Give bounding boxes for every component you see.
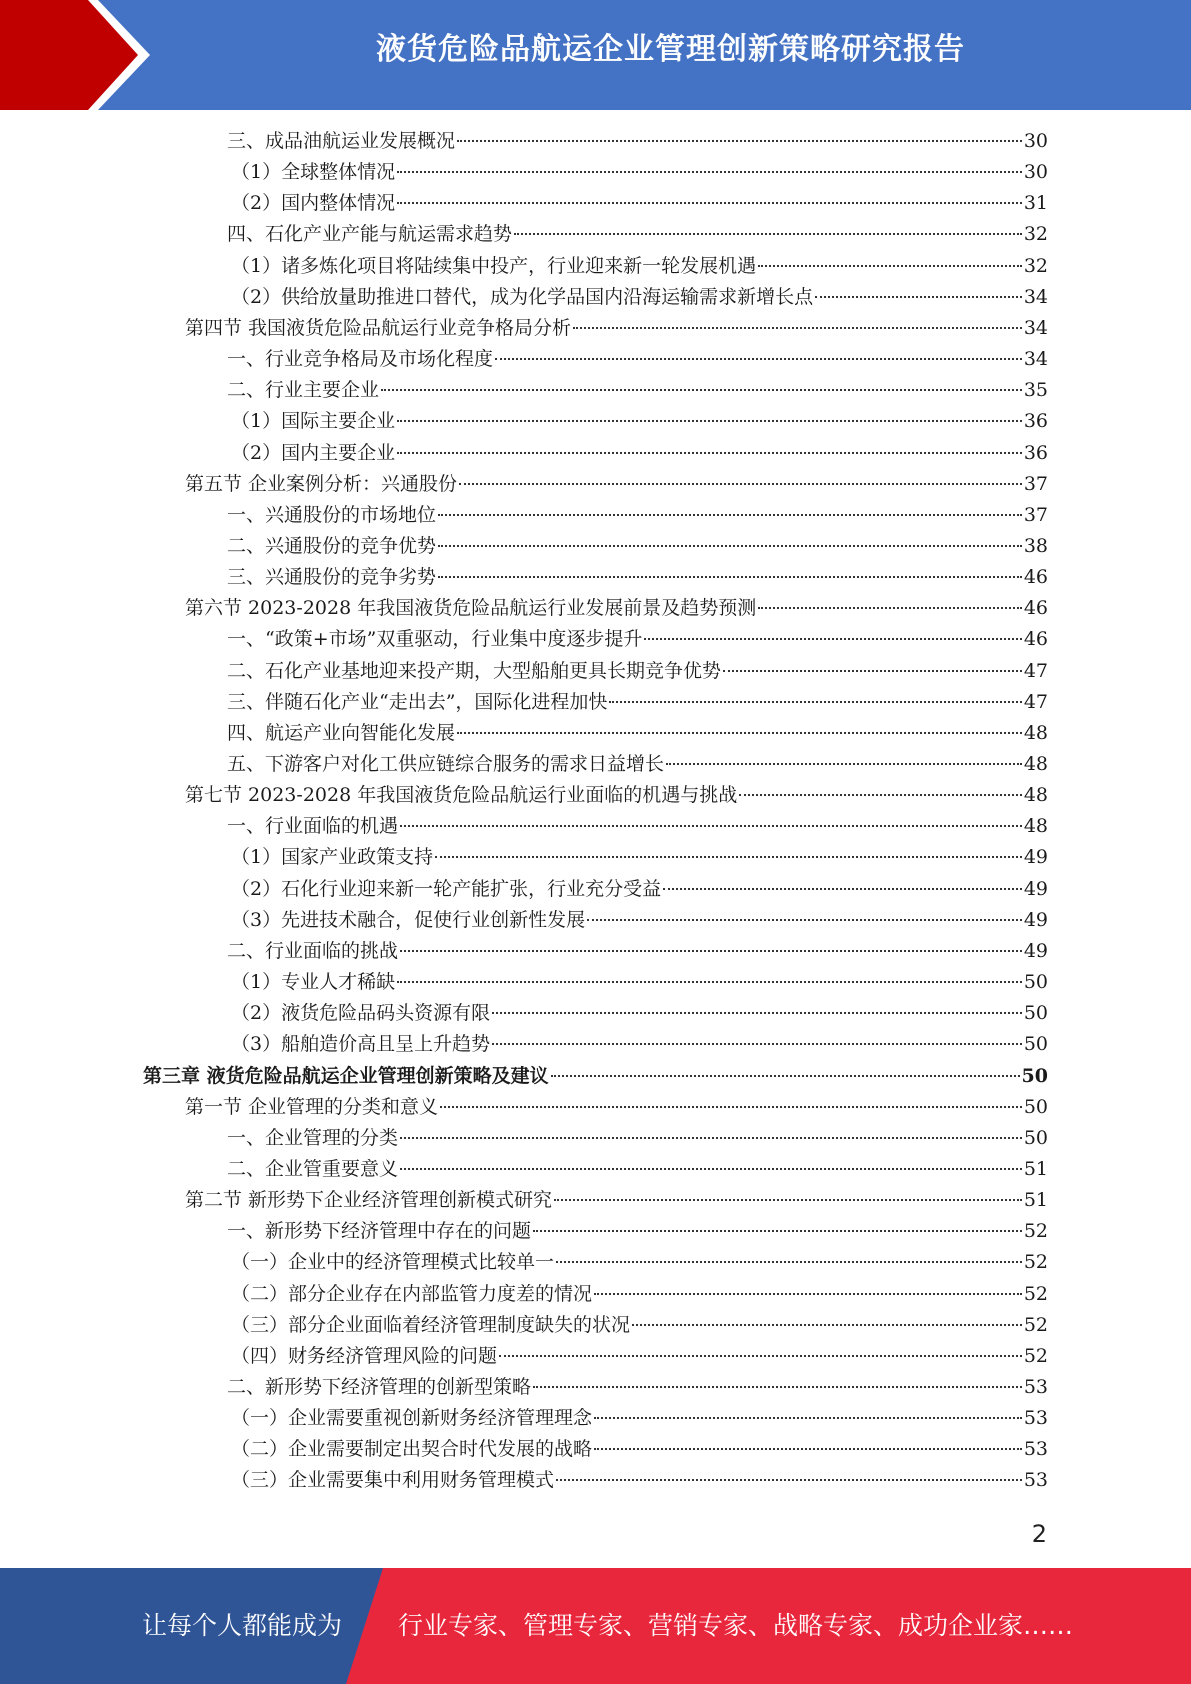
toc-entry-title: （二）企业需要制定出契合时代发展的战略 bbox=[231, 1438, 593, 1461]
toc-entry-title: （一）企业中的经济管理模式比较单一 bbox=[231, 1251, 555, 1274]
toc-dot-leader bbox=[400, 825, 1022, 827]
toc-entry-title: 四、石化产业产能与航运需求趋势 bbox=[227, 223, 513, 246]
toc-entry-page: 31 bbox=[1023, 192, 1048, 215]
toc-entry-page: 53 bbox=[1023, 1376, 1048, 1398]
toc-entry[interactable] bbox=[231, 874, 1048, 905]
toc-entry-title: （3）先进技术融合，促使行业创新性发展 bbox=[231, 908, 586, 931]
toc-dot-leader bbox=[556, 1261, 1022, 1263]
toc-dot-leader bbox=[440, 1106, 1022, 1108]
toc-entry[interactable] bbox=[231, 998, 1048, 1029]
toc-entry-title: （一）企业需要重视创新财务经济管理理念 bbox=[231, 1407, 593, 1430]
toc-entry[interactable] bbox=[143, 1061, 1048, 1092]
toc-dot-leader bbox=[594, 1293, 1022, 1295]
toc-entry-title: （1）专业人才稀缺 bbox=[231, 971, 396, 994]
toc-entry-title: （2）国内整体情况 bbox=[231, 192, 396, 215]
toc-dot-leader bbox=[499, 1355, 1022, 1357]
toc-entry-title: 二、行业面临的挑战 bbox=[227, 939, 399, 962]
toc-entry[interactable] bbox=[231, 406, 1048, 437]
toc-entry-title: 一、新形势下经济管理中存在的问题 bbox=[227, 1220, 532, 1243]
toc-entry-title: 第七节 2023-2028 年我国液货危险品航运行业面临的机遇与挑战 bbox=[185, 784, 738, 807]
toc-entry[interactable] bbox=[227, 1123, 1048, 1154]
toc-entry[interactable] bbox=[231, 188, 1048, 219]
toc-entry-page: 52 bbox=[1023, 1344, 1048, 1367]
toc-entry-title: 一、“政策+市场”双重驱动，行业集中度逐步提升 bbox=[227, 628, 643, 651]
report-title: 液货危险品航运企业管理创新策略研究报告 bbox=[376, 32, 965, 67]
toc-entry-title: （2）液货危险品码头资源有限 bbox=[231, 1002, 491, 1025]
toc-entry[interactable] bbox=[231, 157, 1048, 188]
toc-dot-leader bbox=[459, 483, 1022, 485]
toc-entry-title: 一、行业面临的机遇 bbox=[227, 815, 399, 838]
toc-dot-leader bbox=[492, 1043, 1022, 1045]
toc-entry-title: 第二节 新形势下企业经济管理创新模式研究 bbox=[185, 1189, 553, 1212]
toc-entry-title: 第五节 企业案例分析：兴通股份 bbox=[185, 472, 458, 495]
toc-entry[interactable] bbox=[227, 500, 1048, 531]
toc-entry-page: 46 bbox=[1023, 597, 1048, 620]
toc-entry[interactable] bbox=[227, 219, 1048, 250]
toc-entry-title: 第一节 企业管理的分类和意义 bbox=[185, 1095, 439, 1118]
toc-entry[interactable] bbox=[231, 438, 1048, 469]
toc-entry-page: 53 bbox=[1023, 1469, 1048, 1492]
toc-entry-page: 49 bbox=[1023, 846, 1048, 869]
toc-entry-page: 51 bbox=[1023, 1189, 1048, 1212]
page-number: 2 bbox=[1031, 1520, 1047, 1548]
toc-entry-page: 50 bbox=[1023, 971, 1048, 994]
toc-entry-title: （2）石化行业迎来新一轮产能扩张，行业充分受益 bbox=[231, 877, 662, 900]
toc-entry[interactable] bbox=[231, 905, 1048, 936]
toc-entry-page: 53 bbox=[1023, 1407, 1048, 1430]
toc-entry[interactable] bbox=[231, 1029, 1048, 1060]
toc-entry[interactable] bbox=[227, 811, 1048, 842]
toc-entry-title: （3）船舶造价高且呈上升趋势 bbox=[231, 1033, 491, 1056]
toc-entry[interactable] bbox=[231, 251, 1048, 282]
page-header bbox=[0, 0, 1191, 110]
toc-entry-title: （1）国家产业政策支持 bbox=[231, 846, 434, 869]
toc-dot-leader bbox=[438, 576, 1022, 578]
toc-entry-page: 34 bbox=[1023, 348, 1048, 371]
toc-entry-page: 50 bbox=[1021, 1064, 1048, 1087]
toc-dot-leader bbox=[381, 389, 1022, 391]
toc-entry-title: 三、兴通股份的竞争劣势 bbox=[227, 566, 437, 589]
toc-dot-leader bbox=[815, 296, 1022, 298]
footer-slogan-left: 让每个人都能成为 bbox=[142, 1611, 343, 1640]
toc-entry-page: 34 bbox=[1023, 285, 1048, 308]
toc-dot-leader bbox=[438, 545, 1022, 547]
toc-entry-page: 50 bbox=[1023, 1126, 1048, 1149]
toc-entry[interactable] bbox=[227, 749, 1048, 780]
toc-entry-title: （2）供给放量助推进口替代，成为化学品国内沿海运输需求新增长点 bbox=[231, 285, 814, 308]
toc-entry[interactable] bbox=[227, 1216, 1048, 1247]
toc-dot-leader bbox=[758, 265, 1022, 267]
toc-dot-leader bbox=[644, 638, 1021, 640]
header-red-chevron-icon bbox=[0, 0, 150, 110]
toc-entry-page: 48 bbox=[1023, 815, 1048, 838]
toc-entry-page: 30 bbox=[1023, 130, 1048, 152]
toc-entry-page: 52 bbox=[1023, 1220, 1048, 1243]
toc-entry-title: （四）财务经济管理风险的问题 bbox=[231, 1344, 498, 1367]
toc-dot-leader bbox=[758, 607, 1022, 609]
toc-entry[interactable] bbox=[231, 1247, 1048, 1278]
toc-dot-leader bbox=[397, 420, 1022, 422]
toc-entry-page: 50 bbox=[1023, 1095, 1048, 1118]
toc-dot-leader bbox=[435, 856, 1022, 858]
toc-entry-page: 30 bbox=[1023, 161, 1048, 184]
toc-entry[interactable] bbox=[227, 936, 1048, 967]
toc-entry[interactable] bbox=[227, 656, 1048, 687]
toc-dot-leader bbox=[594, 1448, 1022, 1450]
toc-entry-title: 四、航运产业向智能化发展 bbox=[227, 721, 456, 744]
toc-entry-page: 53 bbox=[1023, 1438, 1048, 1461]
toc-dot-leader bbox=[457, 140, 1022, 142]
toc-entry-title: 五、下游客户对化工供应链综合服务的需求日益增长 bbox=[227, 753, 665, 775]
toc-dot-leader bbox=[739, 794, 1022, 796]
toc-dot-leader bbox=[492, 1012, 1022, 1014]
toc-entry[interactable] bbox=[227, 562, 1048, 593]
toc-entry[interactable] bbox=[231, 842, 1048, 873]
toc-entry[interactable] bbox=[231, 1403, 1048, 1434]
toc-entry-title: （1）全球整体情况 bbox=[231, 161, 396, 184]
toc-entry-title: 第六节 2023-2028 年我国液货危险品航运行业发展前景及趋势预测 bbox=[185, 597, 757, 620]
toc-entry-title: 一、行业竞争格局及市场化程度 bbox=[227, 348, 494, 371]
toc-entry[interactable] bbox=[185, 313, 1048, 344]
toc-entry[interactable] bbox=[227, 375, 1048, 406]
toc-dot-leader bbox=[551, 1075, 1020, 1077]
toc-entry-title: 二、新形势下经济管理的创新型策略 bbox=[227, 1376, 532, 1398]
toc-dot-leader bbox=[554, 1199, 1022, 1201]
toc-entry[interactable] bbox=[231, 1465, 1048, 1496]
toc-dot-leader bbox=[397, 981, 1022, 983]
toc-dot-leader bbox=[397, 202, 1022, 204]
toc-entry-page: 49 bbox=[1023, 939, 1048, 962]
toc-entry-page: 48 bbox=[1023, 753, 1048, 775]
toc-entry-title: 一、企业管理的分类 bbox=[227, 1126, 399, 1149]
toc-entry-title: 三、成品油航运业发展概况 bbox=[227, 130, 456, 152]
toc-entry-page: 37 bbox=[1023, 503, 1048, 526]
toc-entry-page: 52 bbox=[1023, 1251, 1048, 1274]
toc-dot-leader bbox=[514, 233, 1022, 235]
toc-dot-leader bbox=[556, 1479, 1022, 1481]
toc-entry-page: 38 bbox=[1023, 534, 1048, 557]
toc-entry-title: 二、兴通股份的竞争优势 bbox=[227, 534, 437, 557]
toc-entry-page: 49 bbox=[1023, 908, 1048, 931]
toc-entry[interactable] bbox=[185, 1092, 1048, 1123]
toc-entry-page: 52 bbox=[1023, 1282, 1048, 1305]
toc-entry-page: 50 bbox=[1023, 1002, 1048, 1025]
toc-entry[interactable] bbox=[231, 282, 1048, 313]
toc-entry-title: 一、兴通股份的市场地位 bbox=[227, 503, 437, 526]
toc-entry-title: 第四节 我国液货危险品航运行业竞争格局分析 bbox=[185, 316, 572, 339]
toc-entry-title: （2）国内主要企业 bbox=[231, 441, 396, 464]
toc-dot-leader bbox=[400, 1137, 1022, 1139]
toc-entry-title: 三、伴随石化产业“走出去”，国际化进程加快 bbox=[227, 690, 608, 713]
toc-dot-leader bbox=[438, 514, 1022, 516]
toc-entry-page: 36 bbox=[1023, 441, 1048, 464]
toc-entry-title: （二）部分企业存在内部监管力度差的情况 bbox=[231, 1282, 593, 1305]
toc-dot-leader bbox=[397, 171, 1022, 173]
toc-dot-leader bbox=[533, 1230, 1022, 1232]
toc-entry-title: （三）企业需要集中利用财务管理模式 bbox=[231, 1469, 555, 1492]
toc-dot-leader bbox=[666, 763, 1022, 765]
toc-entry-title: （1）诸多炼化项目将陆续集中投产，行业迎来新一轮发展机遇 bbox=[231, 254, 757, 277]
toc-entry[interactable] bbox=[185, 1185, 1048, 1216]
toc-entry-page: 46 bbox=[1023, 628, 1048, 651]
toc-entry[interactable] bbox=[185, 593, 1048, 624]
toc-entry[interactable] bbox=[227, 1372, 1048, 1403]
toc-entry-title: 二、石化产业基地迎来投产期，大型船舶更具长期竞争优势 bbox=[227, 659, 722, 682]
toc-entry-page: 52 bbox=[1023, 1313, 1048, 1336]
toc-dot-leader bbox=[400, 950, 1022, 952]
toc-entry[interactable] bbox=[227, 1154, 1048, 1185]
toc-entry[interactable] bbox=[227, 718, 1048, 749]
toc-entry-page: 51 bbox=[1023, 1157, 1048, 1180]
toc-entry[interactable] bbox=[227, 687, 1048, 718]
toc-dot-leader bbox=[533, 1386, 1022, 1388]
toc-entry[interactable] bbox=[231, 967, 1048, 998]
toc-dot-leader bbox=[587, 919, 1022, 921]
toc-dot-leader bbox=[594, 1417, 1022, 1419]
toc-entry-page: 36 bbox=[1023, 410, 1048, 433]
toc-entry[interactable] bbox=[231, 1434, 1048, 1465]
toc-dot-leader bbox=[609, 701, 1021, 703]
footer-slogan-right: 行业专家、管理专家、营销专家、战略专家、成功企业家…… bbox=[398, 1611, 1074, 1640]
toc-entry[interactable] bbox=[185, 469, 1048, 500]
toc-dot-leader bbox=[663, 888, 1022, 890]
toc-entry[interactable] bbox=[231, 1310, 1048, 1341]
toc-entry-title: （1）国际主要企业 bbox=[231, 410, 396, 433]
toc-entry-page: 47 bbox=[1023, 690, 1048, 713]
toc-entry[interactable] bbox=[227, 531, 1048, 562]
toc-entry-page: 32 bbox=[1023, 254, 1048, 277]
toc-dot-leader bbox=[457, 732, 1022, 734]
toc-entry-page: 49 bbox=[1023, 877, 1048, 900]
toc-entry-page: 35 bbox=[1023, 379, 1048, 402]
toc-entry-title: （三）部分企业面临着经济管理制度缺失的状况 bbox=[231, 1313, 631, 1336]
page-footer bbox=[0, 1568, 1191, 1684]
toc-entry-page: 34 bbox=[1023, 316, 1048, 339]
toc-entry-page: 48 bbox=[1023, 721, 1048, 744]
toc-entry-page: 48 bbox=[1023, 784, 1048, 807]
toc-entry[interactable] bbox=[185, 780, 1048, 811]
toc-dot-leader bbox=[397, 452, 1022, 454]
toc-dot-leader bbox=[723, 670, 1022, 672]
toc-entry-page: 32 bbox=[1023, 223, 1048, 246]
toc-entry-page: 47 bbox=[1023, 659, 1048, 682]
toc-entry[interactable] bbox=[227, 126, 1048, 157]
toc-entry[interactable] bbox=[231, 1341, 1048, 1372]
toc-entry-title: 二、行业主要企业 bbox=[227, 379, 380, 402]
toc-entry[interactable] bbox=[227, 344, 1048, 375]
toc-entry-title: 二、企业管重要意义 bbox=[227, 1157, 399, 1180]
toc-entry[interactable] bbox=[231, 1279, 1048, 1310]
toc-entry[interactable] bbox=[227, 624, 1048, 655]
toc-dot-leader bbox=[573, 327, 1022, 329]
toc-dot-leader bbox=[495, 358, 1022, 360]
toc-entry-title: 第三章 液货危险品航运企业管理创新策略及建议 bbox=[143, 1064, 549, 1087]
toc-entry-page: 50 bbox=[1023, 1033, 1048, 1056]
toc-entry-page: 46 bbox=[1023, 566, 1048, 589]
toc-entry-page: 37 bbox=[1023, 472, 1048, 495]
toc-dot-leader bbox=[400, 1168, 1022, 1170]
toc-dot-leader bbox=[632, 1324, 1022, 1326]
